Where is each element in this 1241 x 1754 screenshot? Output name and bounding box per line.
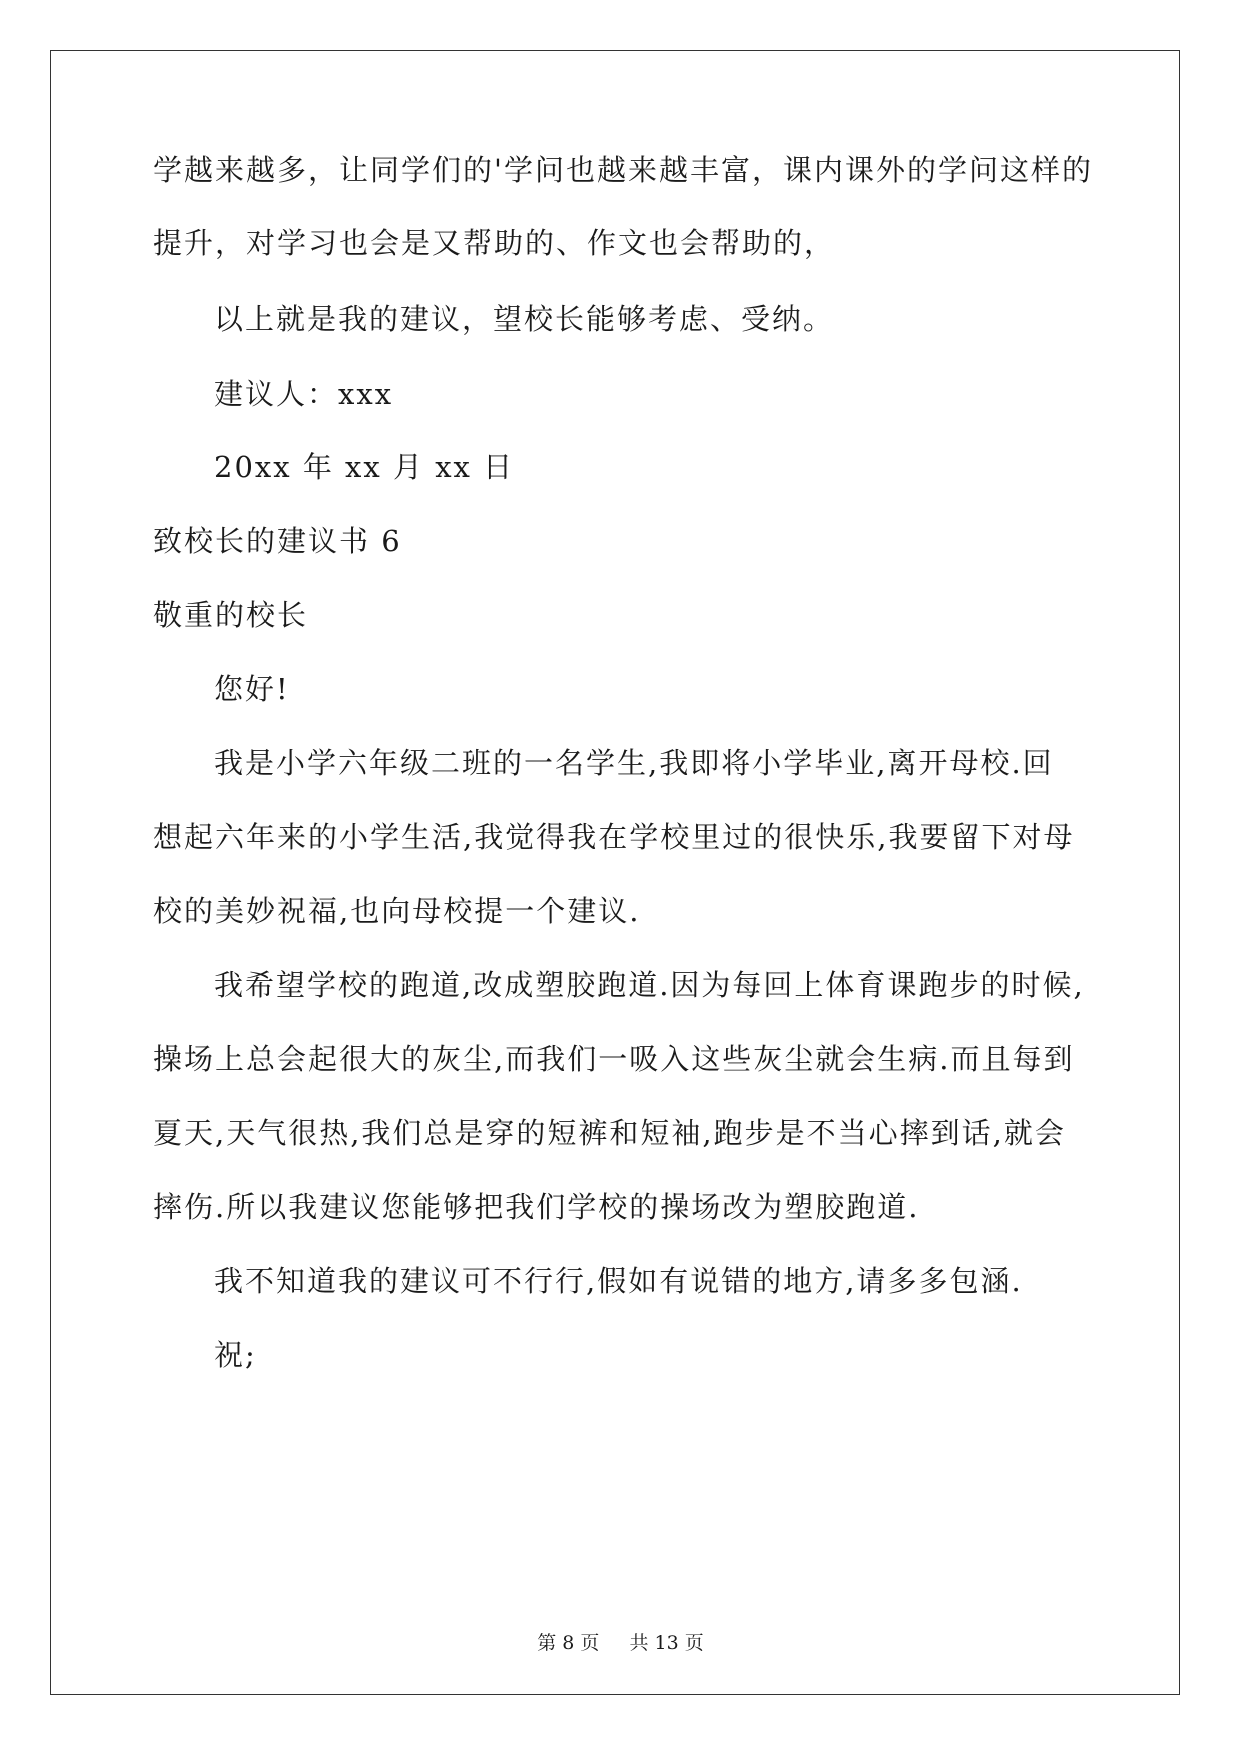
- closing-line: 祝;: [214, 1338, 257, 1372]
- body-line-13: 操场上总会起很大的灰尘,而我们一吸入这些灰尘就会生病.而且每到: [153, 1042, 1075, 1076]
- body-line-2: 提升，对学习也会是又帮助的、作文也会帮助的，: [153, 226, 836, 260]
- page-footer: [0, 1628, 1241, 1655]
- body-line-16: 我不知道我的建议可不行行,假如有说错的地方,请多多包涵.: [214, 1264, 1023, 1298]
- body-line-14: 夏天,天气很热,我们总是穿的短裤和短袖,跑步是不当心摔到话,就会: [153, 1116, 1066, 1150]
- section-heading: 致校长的建议书 6: [153, 524, 402, 558]
- body-line-10: 想起六年来的小学生活,我觉得我在学校里过的很快乐,我要留下对母: [153, 820, 1075, 854]
- body-line-11: 校的美妙祝福,也向母校提一个建议.: [153, 894, 641, 928]
- body-line-3: 以上就是我的建议，望校长能够考虑、受纳。: [214, 302, 835, 336]
- page-border: [50, 50, 1180, 1695]
- total-pages-label: 共 13 页: [629, 1632, 704, 1654]
- salutation: 敬重的校长: [153, 598, 309, 632]
- signature-line: 建议人：xxx: [214, 377, 394, 411]
- greeting: 您好!: [214, 672, 290, 706]
- date-line: 20xx 年 xx 月 xx 日: [214, 450, 515, 484]
- body-line-12: 我希望学校的跑道,改成塑胶跑道.因为每回上体育课跑步的时候,: [214, 968, 1085, 1002]
- body-line-9: 我是小学六年级二班的一名学生,我即将小学毕业,离开母校.回: [214, 746, 1054, 780]
- body-line-15: 摔伤.所以我建议您能够把我们学校的操场改为塑胶跑道.: [153, 1190, 920, 1224]
- current-page-label: 第 8 页: [537, 1632, 600, 1654]
- body-line-1: 学越来越多，让同学们的'学问也越来越丰富，课内课外的学问这样的: [153, 153, 1093, 187]
